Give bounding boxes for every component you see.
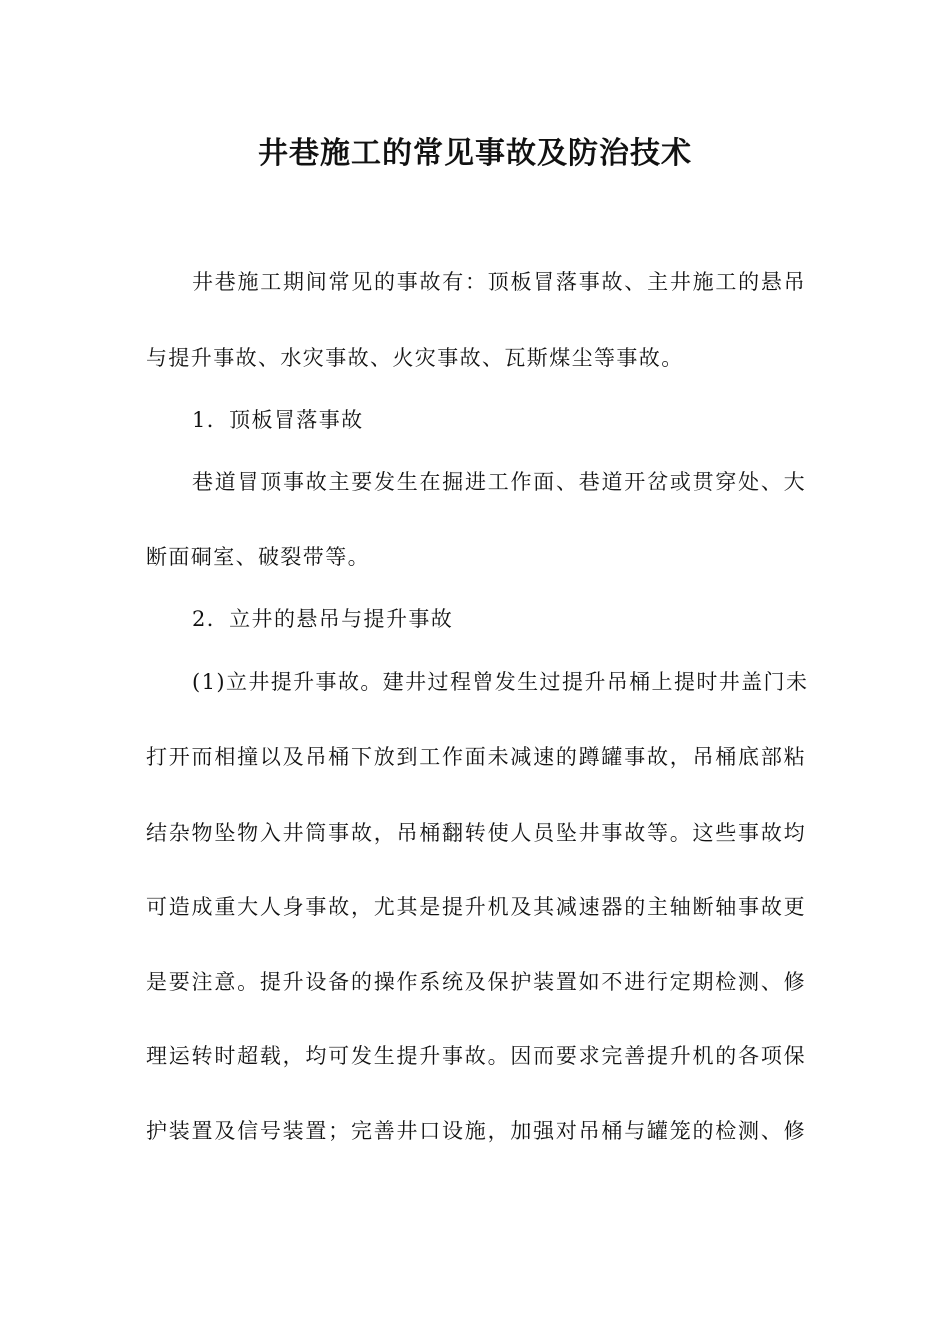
paragraph-line: 护装置及信号装置；完善井口设施，加强对吊桶与罐笼的检测、修 xyxy=(146,1119,806,1143)
paragraph-line: 打开而相撞以及吊桶下放到工作面未减速的蹲罐事故，吊桶底部粘 xyxy=(146,745,806,769)
paragraph-line: 可造成重大人身事故，尤其是提升机及其减速器的主轴断轴事故更 xyxy=(146,895,806,919)
paragraph-line: 理运转时超载，均可发生提升事故。因而要求完善提升机的各项保 xyxy=(146,1044,806,1068)
document-title: 井巷施工的常见事故及防治技术 xyxy=(258,136,692,171)
section-heading: 1．顶板冒落事故 xyxy=(192,408,364,432)
paragraph-line: 巷道冒顶事故主要发生在掘进工作面、巷道开岔或贯穿处、大 xyxy=(192,470,806,494)
paragraph-line: 井巷施工期间常见的事故有：顶板冒落事故、主井施工的悬吊 xyxy=(192,270,806,294)
paragraph-line: (1)立井提升事故。建井过程曾发生过提升吊桶上提时井盖门未 xyxy=(192,670,809,694)
paragraph-line: 是要注意。提升设备的操作系统及保护装置如不进行定期检测、修 xyxy=(146,970,806,994)
section-heading: 2．立井的悬吊与提升事故 xyxy=(192,607,454,631)
paragraph-line: 与提升事故、水灾事故、火灾事故、瓦斯煤尘等事故。 xyxy=(146,346,684,370)
paragraph-line: 断面硐室、破裂带等。 xyxy=(146,545,370,569)
paragraph-line: 结杂物坠物入井筒事故，吊桶翻转使人员坠井事故等。这些事故均 xyxy=(146,821,806,845)
